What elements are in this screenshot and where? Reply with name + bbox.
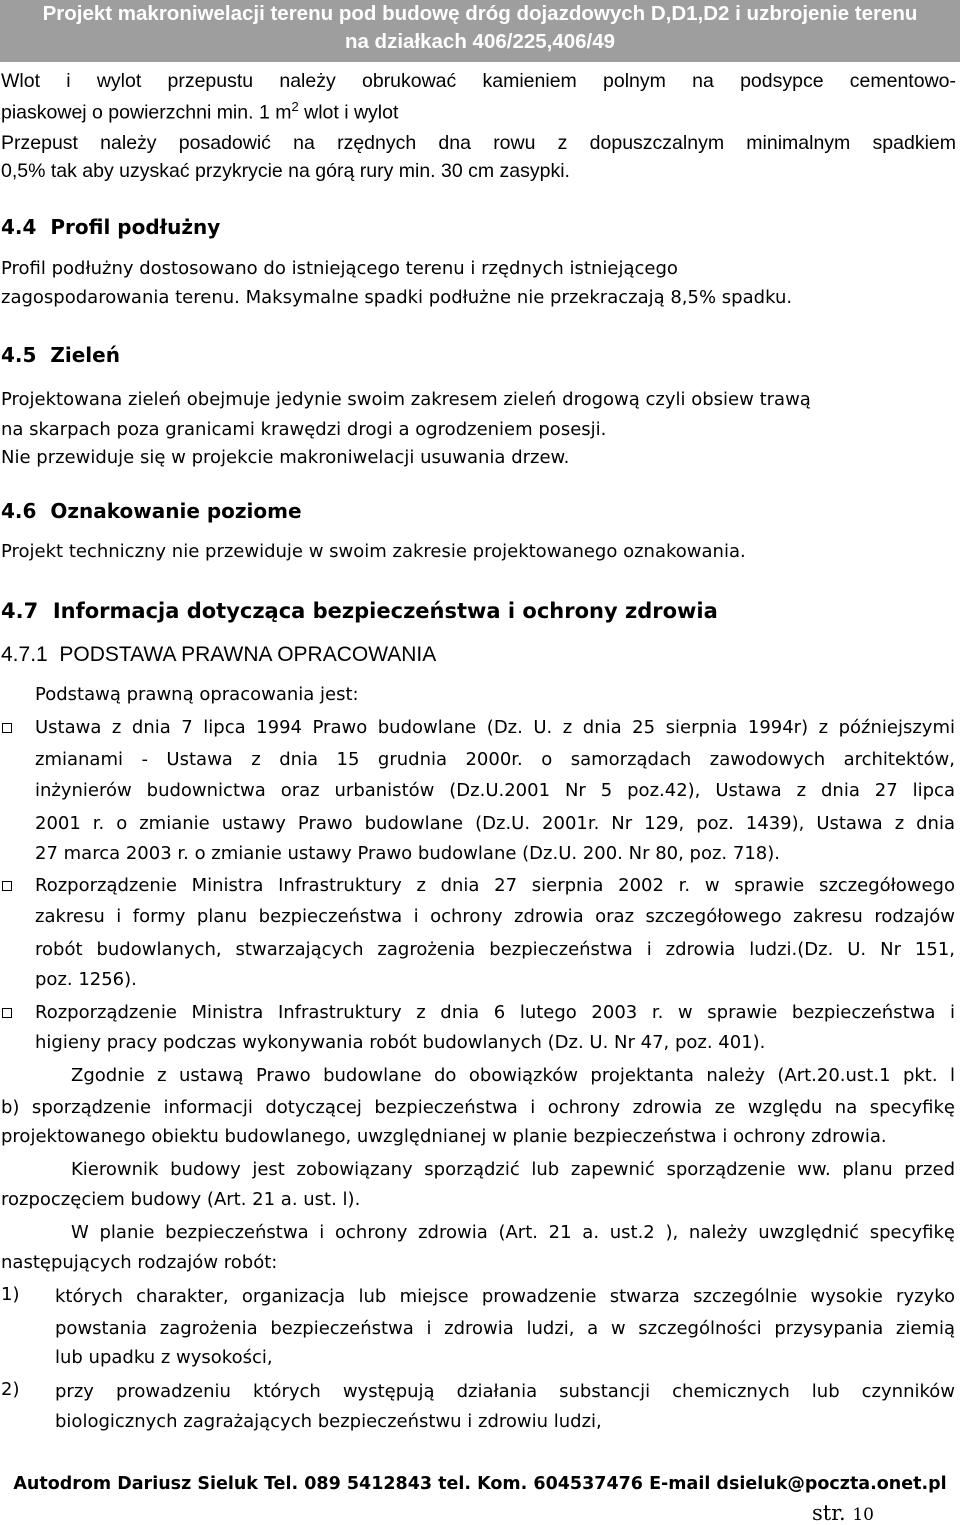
paragraph-line: rozpoczęciem budowy (Art. 21 a. ust. l).	[1, 1189, 361, 1210]
list-number: 1)	[1, 1284, 20, 1305]
bullet-1-line: zmianami - Ustawa z dnia 15 grudnia 2000r. o samorządach zawodowych architektów,	[35, 749, 955, 770]
bullet-2-line: robót budowlanych, stwarzających zagrożenia bezpieczeństwa i zdrowia ludzi.(Dz. U. Nr 151,	[35, 939, 955, 960]
section-heading-4-6: 4.6 Oznakowanie poziome	[1, 499, 302, 523]
bullet-2-line: zakresu i formy planu bezpieczeństwa i ochrony zdrowia oraz szczegółowego zakresu rodzajów	[35, 906, 955, 927]
numbered-item-line: lub upadku z wysokości,	[55, 1347, 273, 1368]
page-header	[0, 0, 960, 62]
section-4-5-text: Nie przewiduje się w projekcie makroniwelacji usuwania drzew.	[1, 447, 570, 468]
page-footer-contact: Autodrom Dariusz Sieluk Tel. 089 5412843 tel. Kom. 604537476 E-mail dsieluk@poczta.onet.pl	[13, 1474, 947, 1494]
header-title-line1: Projekt makroniwelacji terenu pod budowę dróg dojazdowych D,D1,D2 i uzbrojenie terenu	[42, 2, 918, 25]
bullet-3-line: higieny pracy podczas wykonywania robót budowlanych (Dz. U. Nr 47, poz. 401).	[35, 1032, 766, 1053]
page-number: str. 10	[812, 1501, 874, 1525]
numbered-item-line: których charakter, organizacja lub miejsce prowadzenie stwarza szczególnie wysokie ryzyko	[55, 1286, 955, 1307]
bullet-2-line: Rozporządzenie Ministra Infrastruktury z dnia 27 sierpnia 2002 r. w sprawie szczegółowego	[35, 875, 955, 896]
header-title-line2: na działkach 406/225,406/49	[344, 30, 616, 53]
intro-line: Przepust należy posadowić na rzędnych dna rowu z dopuszczalnym minimalnym spadkiem	[1, 132, 956, 154]
numbered-item-line: powstania zagrożenia bezpieczeństwa i zdrowia ludzi, a w szczególności przysypania ziemią	[55, 1318, 955, 1339]
section-heading-4-7: 4.7 Informacja dotycząca bezpieczeństwa i ochrony zdrowia	[1, 599, 718, 623]
paragraph-line: projektowanego obiektu budowlanego, uwzględnianej w planie bezpieczeństwa i ochrony zdrowia.	[1, 1126, 887, 1147]
paragraph-line: następujących rodzajów robót:	[1, 1252, 278, 1273]
paragraph-line: Kierownik budowy jest zobowiązany sporządzić lub zapewnić sporządzenie ww. planu przed	[71, 1159, 955, 1180]
paragraph-line: W planie bezpieczeństwa i ochrony zdrowia (Art. 21 a. ust.2 ), należy uwzględnić specyfikę	[71, 1222, 955, 1243]
section-4-4-text: Profil podłużny dostosowano do istniejącego terenu i rzędnych istniejącego	[1, 258, 678, 279]
bullet-1-line: 27 marca 2003 r. o zmianie ustawy Prawo budowlane (Dz.U. 200. Nr 80, poz. 718).	[35, 843, 780, 864]
numbered-item-line: biologicznych zagrażających bezpieczeństwu i zdrowiu ludzi,	[55, 1411, 602, 1432]
section-heading-4-5: 4.5 Zieleń	[1, 343, 120, 367]
basis-intro: Podstawą prawną opracowania jest:	[35, 684, 359, 705]
bullet-2-line: poz. 1256).	[35, 969, 137, 990]
section-4-5-text: na skarpach poza granicami krawędzi drogi a ogrodzeniem posesji.	[1, 419, 607, 440]
paragraph-line: b) sporządzenie informacji dotyczącej bezpieczeństwa i ochrony zdrowia ze względu na specyfikę	[1, 1097, 955, 1118]
section-4-4-text: zagospodarowania terenu. Maksymalne spadki podłużne nie przekraczają 8,5% spadku.	[1, 287, 793, 308]
bullet-1-line: Ustawa z dnia 7 lipca 1994 Prawo budowlane (Dz. U. z dnia 25 sierpnia 1994r) z późniejszymi	[35, 717, 955, 738]
bullet-1-line: 2001 r. o zmianie ustawy Prawo budowlane (Dz.U. 2001r. Nr 129, poz. 1439), Ustawa z dnia	[35, 813, 955, 834]
intro-line: 0,5% tak aby uzyskać przykrycie na górą rury min. 30 cm zasypki.	[1, 160, 570, 182]
bullet-1-line: inżynierów budownictwa oraz urbanistów (Dz.U.2001 Nr 5 poz.42), Ustawa z dnia 27 lipca	[35, 780, 955, 801]
checkbox-bullet-icon	[2, 881, 12, 891]
section-4-5-text: Projektowana zieleń obejmuje jedynie swoim zakresem zieleń drogową czyli obsiew trawą	[1, 389, 811, 410]
section-heading-4-4: 4.4 Profil podłużny	[1, 215, 221, 239]
checkbox-bullet-icon	[2, 723, 12, 733]
section-4-6-text: Projekt techniczny nie przewiduje w swoim zakresie projektowanego oznakowania.	[1, 541, 746, 562]
intro-line: Wlot i wylot przepustu należy obrukować kamieniem polnym na podsypce cementowo-	[1, 70, 956, 92]
subsection-heading-4-7-1: 4.7.1 PODSTAWA PRAWNA OPRACOWANIA	[1, 643, 437, 666]
checkbox-bullet-icon	[2, 1008, 12, 1018]
intro-line: piaskowej o powierzchni min. 1 $m^2$ wlot i wylot	[1, 99, 399, 124]
numbered-item-line: przy prowadzeniu których występują działania substancji chemicznych lub czynników	[55, 1381, 955, 1402]
list-number: 2)	[1, 1379, 20, 1400]
bullet-3-line: Rozporządzenie Ministra Infrastruktury z dnia 6 lutego 2003 r. w sprawie bezpieczeństwa i	[35, 1002, 955, 1023]
paragraph-line: Zgodnie z ustawą Prawo budowlane do obowiązków projektanta należy (Art.20.ust.1 pkt. l	[71, 1065, 955, 1086]
